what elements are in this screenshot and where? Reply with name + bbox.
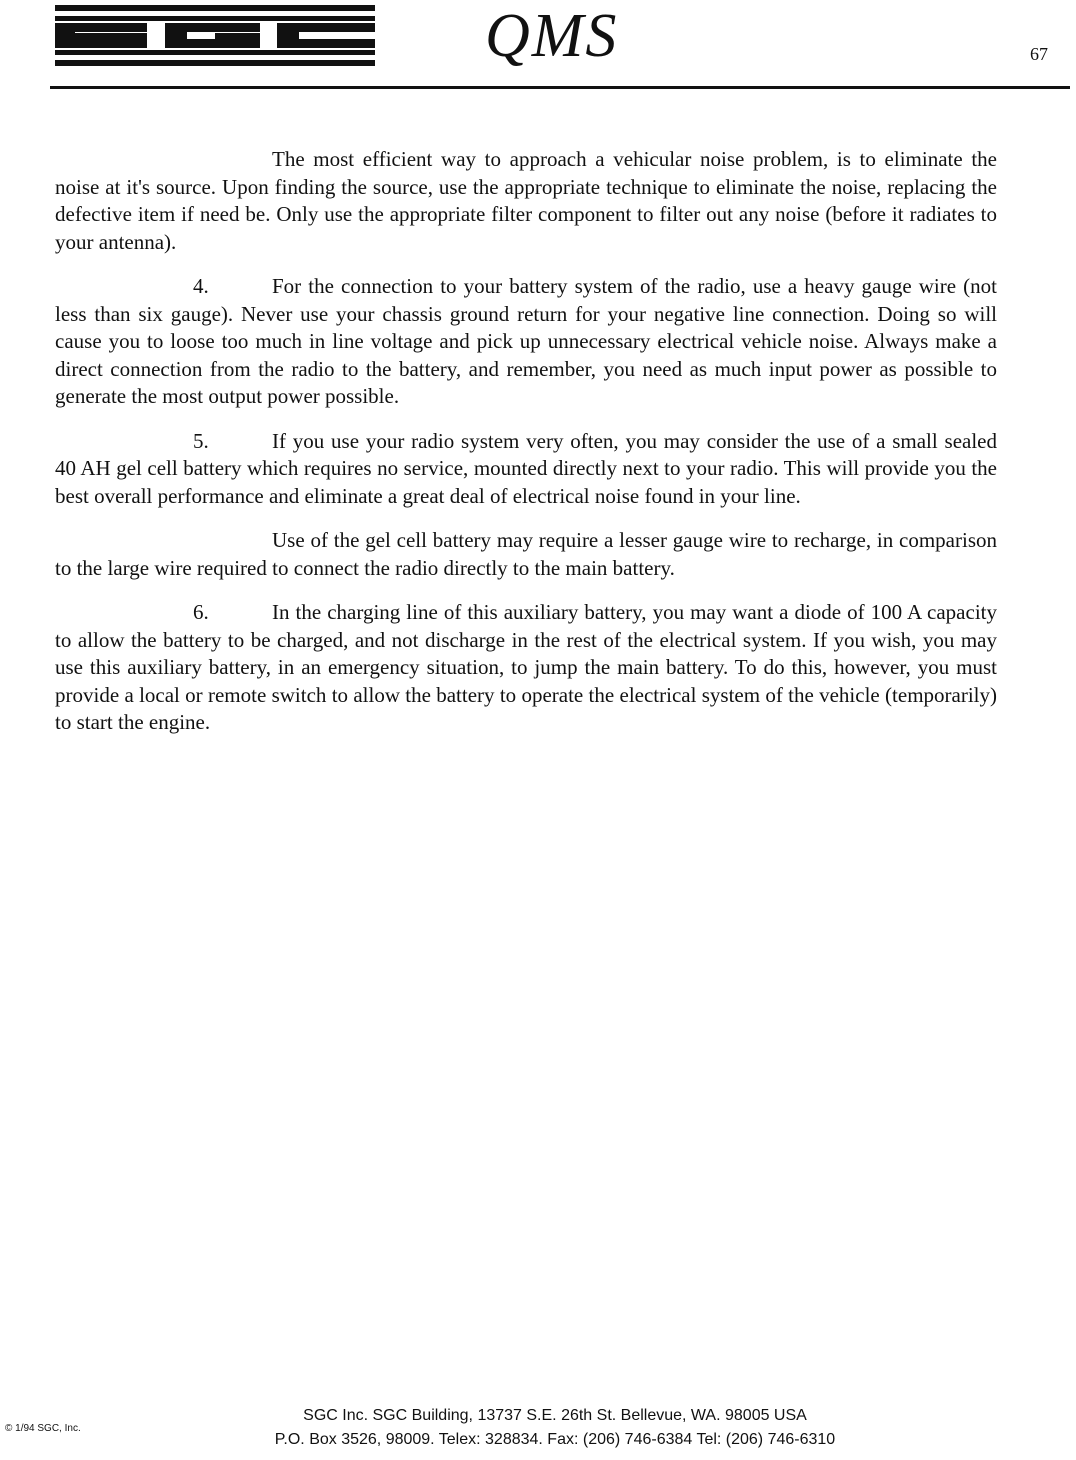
document-title: QMS xyxy=(485,2,619,70)
paragraph-text: For the connection to your battery system of the radio, use a heavy gauge wire (not less than six gauge). Never use your chassis ground return for your negative line connection. Doing so will cause you to loose too much in line voltage and pick up unnecessary electrical vehicle noise. Always make a direct connection from the radio to the battery, and remember, you need as much input power as possible to generate the most output power possible. xyxy=(55,274,997,408)
item-number: 6. xyxy=(193,600,209,624)
sgc-logo xyxy=(55,5,375,67)
sgc-logo-graphic xyxy=(55,5,375,67)
paragraph-text: If you use your radio system very often, you may consider the use of a small sealed 40 AH gel cell battery which requires no service, mounted directly next to your radio. This will provide you the best overall performance and eliminate a great deal of electrical noise found in your line. xyxy=(55,428,997,508)
paragraph-item-6 xyxy=(55,599,997,737)
address-line: SGC Inc. SGC Building, 13737 S.E. 26th St. Bellevue, WA. 98005 USA xyxy=(303,1407,807,1424)
page-number: 67 xyxy=(1030,44,1048,64)
paragraph-intro xyxy=(55,146,997,256)
contact-line: P.O. Box 3526, 98009. Telex: 328834. Fax: (206) 746-6384 Tel: (206) 746-6310 xyxy=(274,1431,836,1448)
item-number: 5. xyxy=(193,428,209,453)
paragraph-text: Use of the gel cell battery may require a lesser gauge wire to recharge, in comparison to the large wire required to connect the radio directly to the main battery. xyxy=(55,528,997,580)
paragraph-text: In the charging line of this auxiliary battery, you may want a diode of 100 A capacity to allow the battery to be charged, and not discharge in the rest of the electrical system. If you wish, you may use this auxiliary battery, in an emergency situation, to jump the main battery. To do this, however, you must provide a local or remote switch to allow the battery to operate the electrical system of the vehicle (temporarily) to start the engine. xyxy=(55,600,997,734)
paragraph-text: The most efficient way to approach a vehicular noise problem, is to eliminate the noise at it's source. Upon finding the source, use the appropriate technique to eliminate the noise, replacing the defective item if need be. Only use the appropriate filter component to filter out any noise (before it radiates to your antenna). xyxy=(55,147,997,254)
copyright-notice: © 1/94 SGC, Inc. xyxy=(5,1423,81,1434)
paragraph-item-5 xyxy=(55,428,997,511)
paragraph-item-4 xyxy=(55,273,997,411)
item-number: 4. xyxy=(193,274,209,298)
header-divider xyxy=(50,86,1070,89)
body-text xyxy=(55,146,997,754)
paragraph-gel-cell xyxy=(55,527,997,582)
company-address xyxy=(240,1404,870,1452)
